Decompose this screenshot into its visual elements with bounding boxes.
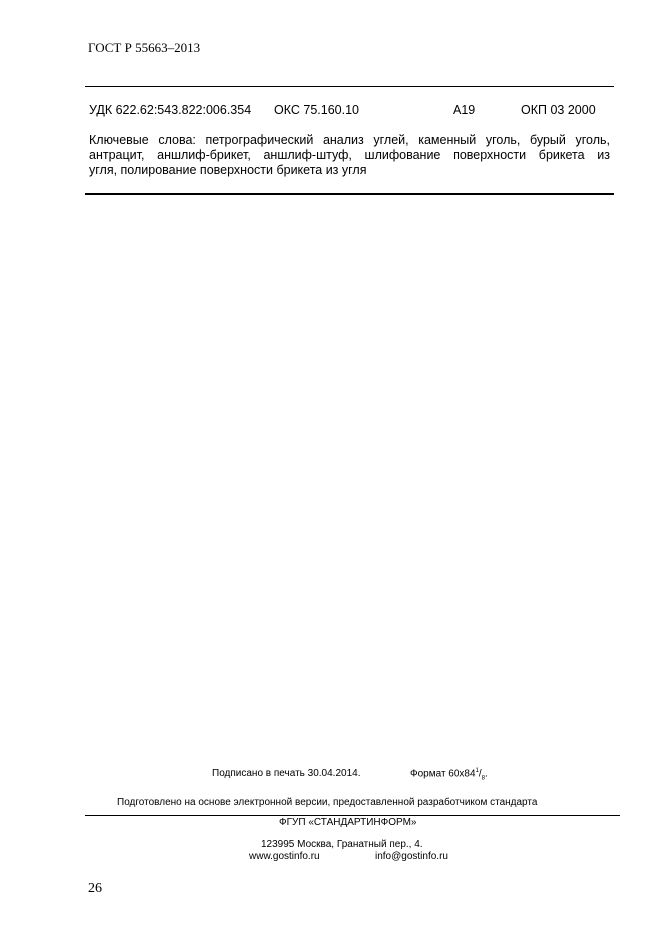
- imprint-divider: [85, 815, 620, 816]
- signed-for-print: Подписано в печать 30.04.2014.: [212, 768, 361, 779]
- format-suffix: .: [485, 768, 488, 780]
- top-divider: [85, 86, 614, 87]
- keywords-line: угля, полирование поверхности брикета из угля: [89, 163, 367, 177]
- keywords-line: антрацит, аншлиф-брикет, аншлиф-штуф, шлифование поверхности брикета из: [89, 148, 610, 162]
- format-prefix: Формат 60x84: [410, 768, 476, 780]
- standard-code: ГОСТ Р 55663–2013: [88, 40, 201, 55]
- keywords-line: Ключевые слова: петрографический анализ углей, каменный уголь, бурый уголь,: [89, 133, 610, 147]
- email-link[interactable]: info@gostinfo.ru: [375, 851, 448, 862]
- udk-code: УДК 622.62:543.822:006.354: [89, 103, 252, 117]
- format-slash: /: [478, 768, 482, 780]
- website-link[interactable]: www.gostinfo.ru: [249, 851, 320, 862]
- keywords-paragraph: [89, 133, 610, 178]
- publisher-name: ФГУП «СТАНДАРТИНФОРМ»: [279, 817, 417, 828]
- page-number: 26: [88, 881, 102, 896]
- keywords-divider: [85, 193, 614, 195]
- prepared-note: Подготовлено на основе электронной версии, предоставленной разработчиком стандарта: [117, 797, 538, 808]
- format-sub: 8: [481, 775, 486, 782]
- group-code: А19: [453, 103, 476, 117]
- oks-code: ОКС 75.160.10: [274, 103, 359, 117]
- format-sup: 1: [475, 768, 479, 774]
- print-format: [410, 768, 488, 781]
- okp-code: ОКП 03 2000: [521, 103, 596, 117]
- publisher-address: 123995 Москва, Гранатный пер., 4.: [261, 839, 423, 850]
